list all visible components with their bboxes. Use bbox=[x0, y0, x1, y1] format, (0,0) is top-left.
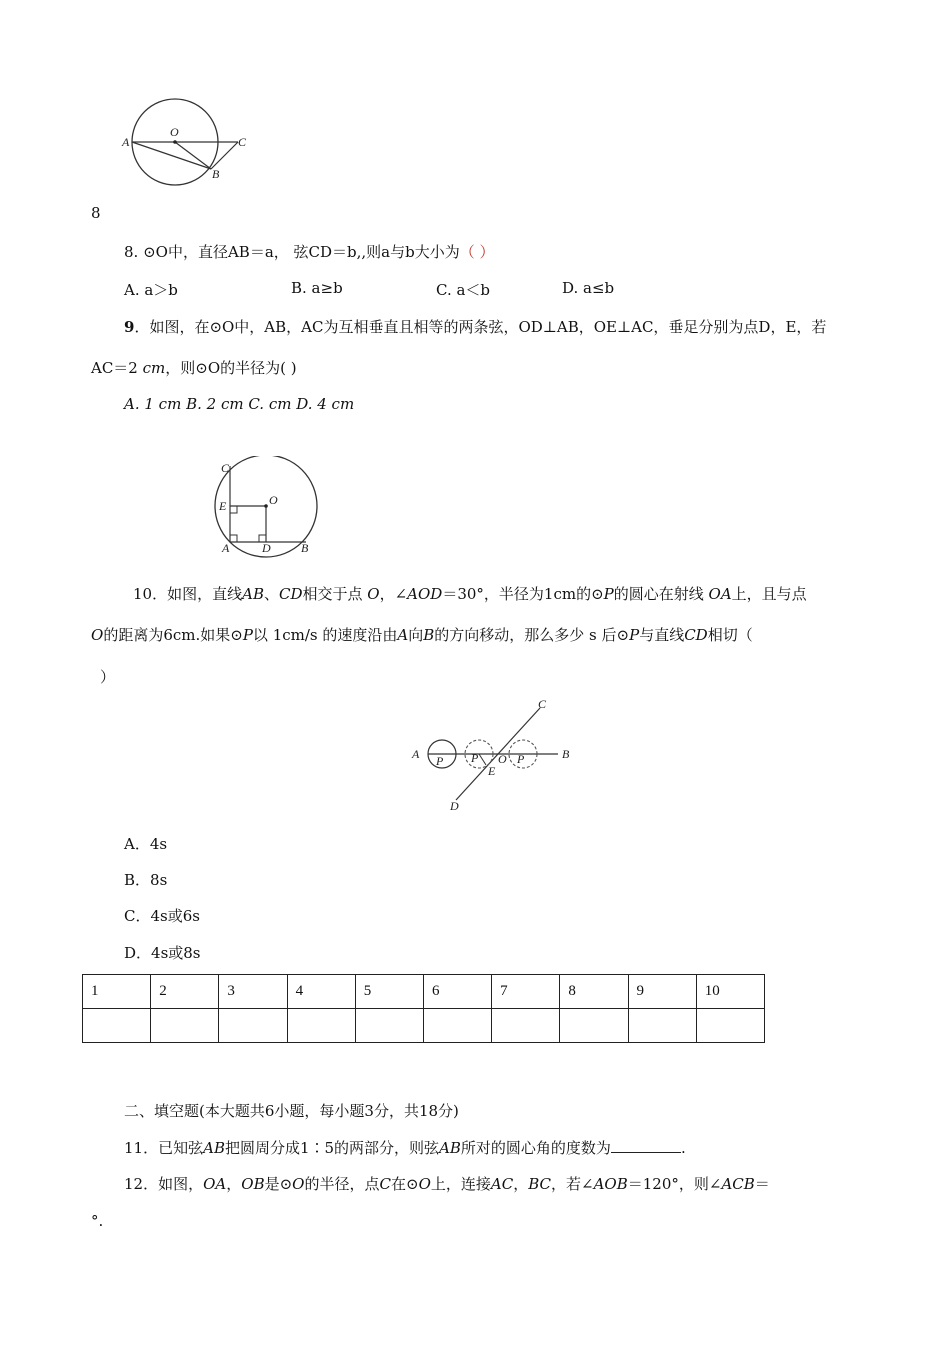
figure-q9 bbox=[210, 456, 330, 560]
q9-options: A. 1 cm B. 2 cm C. cm D. 4 cm bbox=[124, 395, 355, 413]
table-header-cell: 8 bbox=[560, 975, 628, 1009]
label-O: O bbox=[498, 752, 507, 766]
q12-t4: OB bbox=[241, 1175, 265, 1193]
q8-option-d: D. a≤b bbox=[562, 279, 615, 297]
q9-stem-line2 bbox=[91, 357, 297, 378]
q8-text: ⊙O中，直径AB＝a， 弦CD＝b,,则a与b大小为 bbox=[143, 243, 460, 261]
label-D: D bbox=[262, 541, 271, 555]
figure-q8 bbox=[118, 92, 258, 192]
q12-t6: O bbox=[292, 1175, 305, 1193]
answer-cell[interactable] bbox=[696, 1009, 764, 1043]
q11-t3: 把圆周分成1∶5的两部分，则弦 bbox=[224, 1139, 440, 1157]
q10-t12: OA bbox=[708, 585, 732, 603]
q8-option-c: C. a＜b bbox=[436, 281, 491, 299]
q8-bracket: （ ） bbox=[459, 243, 495, 261]
table-header-cell: 4 bbox=[287, 975, 355, 1009]
q10-option-c: C．4s或6s bbox=[124, 907, 200, 925]
q11-t2: AB bbox=[203, 1139, 225, 1157]
q10-u9: P bbox=[629, 626, 640, 644]
label-P3: P bbox=[517, 752, 525, 766]
table-header-cell: 3 bbox=[219, 975, 287, 1009]
q12-t15: ，若∠ bbox=[551, 1175, 594, 1193]
q10-t3: 、 bbox=[263, 585, 279, 603]
label-P2: P bbox=[471, 751, 479, 765]
label-B: B bbox=[301, 541, 309, 555]
label-A: A bbox=[412, 747, 420, 761]
q8-stem bbox=[124, 241, 495, 262]
q12-t9: 在⊙ bbox=[390, 1175, 419, 1193]
q10-t13: 上，且与点 bbox=[731, 585, 807, 603]
table-header-cell: 5 bbox=[355, 975, 423, 1009]
q10-u8: 的方向移动，那么多少 s 后⊙ bbox=[434, 626, 630, 644]
q10-option-d: D．4s或8s bbox=[124, 944, 201, 962]
q11-answer-blank[interactable] bbox=[611, 1138, 681, 1153]
answer-table bbox=[82, 974, 765, 1043]
label-D: D bbox=[450, 799, 459, 813]
answer-cell[interactable] bbox=[83, 1009, 151, 1043]
q12-t14: BC bbox=[528, 1175, 551, 1193]
q10-u5: A bbox=[397, 626, 409, 644]
q9-text2a: AC＝2 bbox=[91, 359, 143, 377]
q12-t17: ＝120°，则∠ bbox=[627, 1175, 722, 1193]
q10-u2: 的距离为6cm.如果⊙ bbox=[103, 626, 243, 644]
answer-cell[interactable] bbox=[423, 1009, 491, 1043]
table-header-cell: 6 bbox=[423, 975, 491, 1009]
label-A: A bbox=[222, 541, 230, 555]
q11-number: 11 bbox=[124, 1139, 144, 1157]
q9-text2b: ，则⊙O的半径为( ) bbox=[165, 359, 297, 377]
q10-t4: CD bbox=[278, 585, 303, 603]
q12-t2: OA bbox=[203, 1175, 227, 1193]
answer-cell[interactable] bbox=[219, 1009, 287, 1043]
q12-t11: 上，连接 bbox=[430, 1175, 491, 1193]
q10-line2 bbox=[91, 624, 753, 645]
q12-t7: 的半径，点 bbox=[304, 1175, 380, 1193]
label-E: E bbox=[219, 499, 227, 513]
table-header-cell: 2 bbox=[151, 975, 219, 1009]
q9-stem-line1 bbox=[124, 316, 826, 337]
q12-t13: ， bbox=[513, 1175, 529, 1193]
q10-option-b: B．8s bbox=[124, 871, 168, 889]
label-P1: P bbox=[436, 754, 444, 768]
answer-cell[interactable] bbox=[628, 1009, 696, 1043]
q10-u4: 以 1cm/s 的速度沿由 bbox=[252, 626, 398, 644]
q9-number: 9 bbox=[124, 318, 135, 336]
q10-t1: ．如图，直线 bbox=[152, 585, 243, 603]
answer-cell[interactable] bbox=[287, 1009, 355, 1043]
q10-line3: ） bbox=[100, 668, 116, 686]
q10-u3: P bbox=[242, 626, 253, 644]
q12-t16: AOB bbox=[593, 1175, 628, 1193]
label-E: E bbox=[488, 764, 496, 778]
q10-u12: 相切（ bbox=[707, 626, 753, 644]
q10-u11: CD bbox=[684, 626, 708, 644]
label-A: A bbox=[122, 135, 130, 149]
table-answer-row bbox=[83, 1009, 765, 1043]
q12-t5: 是⊙ bbox=[264, 1175, 293, 1193]
table-header-cell: 9 bbox=[628, 975, 696, 1009]
q9-text1: ．如图，在⊙O中，AB，AC为互相垂直且相等的两条弦，OD⊥AB，OE⊥AC，垂足分别为点D，E，若 bbox=[134, 318, 827, 336]
section2-title: 二、填空题(本大题共6小题，每小题3分，共18分) bbox=[124, 1102, 459, 1120]
q11-t5: 所对的圆心角的度数为 bbox=[460, 1139, 611, 1157]
q10-t5: 相交于点 bbox=[302, 585, 368, 603]
q8-number: 8. bbox=[124, 243, 139, 261]
q11-stem bbox=[124, 1137, 686, 1158]
q10-number: 10 bbox=[133, 585, 153, 603]
q12-line2: °. bbox=[91, 1212, 104, 1230]
answer-cell[interactable] bbox=[151, 1009, 219, 1043]
q12-number: 12 bbox=[124, 1175, 144, 1193]
q12-t19: ＝ bbox=[754, 1175, 770, 1193]
q10-line1 bbox=[133, 583, 807, 604]
q10-t9: ＝30°，半径为1cm的⊙ bbox=[442, 585, 604, 603]
label-C: C bbox=[221, 461, 230, 475]
q10-u7: B bbox=[423, 626, 435, 644]
q12-t1: ．如图， bbox=[143, 1175, 204, 1193]
label-B: B bbox=[212, 167, 220, 181]
q10-t11: 的圆心在射线 bbox=[613, 585, 709, 603]
table-header-cell: 7 bbox=[492, 975, 560, 1009]
q11-t6: . bbox=[680, 1139, 686, 1157]
q10-u1: O bbox=[91, 626, 104, 644]
table-header-cell: 10 bbox=[696, 975, 764, 1009]
q12-t12: AC bbox=[490, 1175, 514, 1193]
q10-option-a: A．4s bbox=[124, 835, 168, 853]
label-O: O bbox=[269, 493, 278, 507]
q12-stem bbox=[124, 1173, 770, 1194]
q12-t3: ， bbox=[226, 1175, 242, 1193]
q10-t6: O bbox=[367, 585, 380, 603]
q11-t1: ．已知弦 bbox=[143, 1139, 204, 1157]
q10-t8: AOD bbox=[407, 585, 443, 603]
q12-t18: ACB bbox=[721, 1175, 755, 1193]
stray-number: 8 bbox=[91, 204, 101, 222]
table-header-cell: 1 bbox=[83, 975, 151, 1009]
q12-t8: C bbox=[379, 1175, 391, 1193]
q8-option-a: A. a＞b bbox=[124, 281, 178, 299]
q12-t10: O bbox=[418, 1175, 431, 1193]
label-O: O bbox=[170, 125, 179, 139]
answer-cell[interactable] bbox=[560, 1009, 628, 1043]
q10-u10: 与直线 bbox=[639, 626, 685, 644]
q8-option-b: B. a≥b bbox=[291, 279, 343, 297]
label-C: C bbox=[238, 135, 247, 149]
q10-t2: AB bbox=[242, 585, 264, 603]
table-header-row bbox=[83, 975, 765, 1009]
q10-u6: 向 bbox=[408, 626, 424, 644]
answer-cell[interactable] bbox=[492, 1009, 560, 1043]
label-C: C bbox=[538, 697, 547, 711]
label-B: B bbox=[562, 747, 570, 761]
q11-t4: AB bbox=[439, 1139, 461, 1157]
q9-unit: cm bbox=[142, 359, 166, 377]
figure-q10 bbox=[408, 694, 578, 816]
answer-cell[interactable] bbox=[355, 1009, 423, 1043]
q10-t7: ，∠ bbox=[379, 585, 408, 603]
q10-t10: P bbox=[603, 585, 614, 603]
